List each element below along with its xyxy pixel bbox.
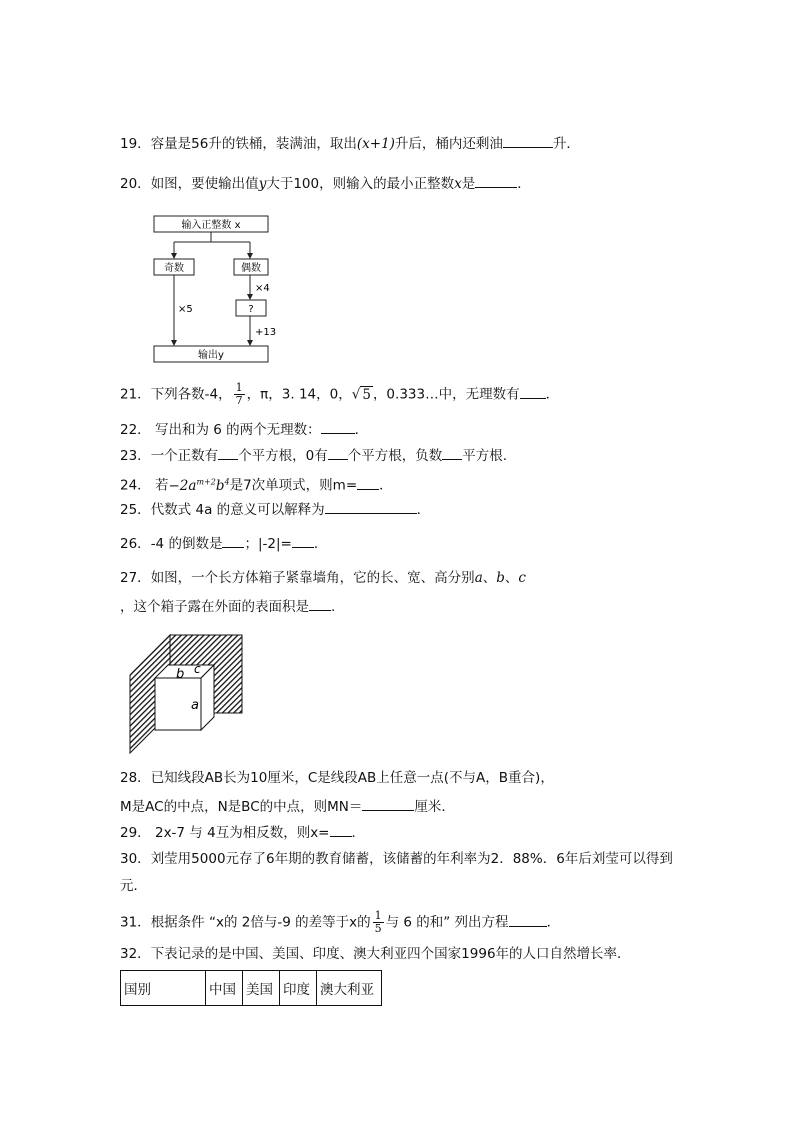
question-24: 24． 若$-2a^{m+2}b^4$是7次单项式，则m= ．	[120, 472, 393, 496]
fraction: $\frac{1}{7}$	[235, 381, 243, 407]
question-27-line2: ，这个箱子露在外面的表面积是 .	[120, 596, 335, 617]
answer-blank[interactable]	[325, 499, 417, 514]
answer-blank[interactable]	[503, 133, 553, 148]
question-23: 23．一个正数有 个平方根，0有 个平方根，负数 平方根.	[120, 445, 507, 466]
flowchart-figure	[146, 211, 276, 367]
question-number: 32．	[120, 946, 151, 962]
question-number: 31．	[120, 914, 151, 931]
answer-blank[interactable]	[292, 533, 314, 548]
question-29: 29． 2x-7 与 4互为相反数，则x= ．	[120, 822, 365, 843]
question-number: 19．	[120, 136, 151, 152]
question-27: 27．如图，一个长方体箱子紧靠墙角，它的长、宽、高分别a、b、c	[120, 570, 526, 586]
question-30-line2: 元．	[120, 878, 147, 894]
question-number: 22．	[120, 422, 151, 438]
question-26: 26．-4 的倒数是 ；|-2|= ．	[120, 533, 327, 554]
table-header-cell: 国别	[121, 971, 206, 1006]
table-header-cell: 中国	[206, 971, 243, 1006]
question-30: 30．刘莹用5000元存了6年期的教育储蓄，该储蓄的年利率为2．88%．6年后刘莹可以得到	[120, 851, 673, 867]
question-32: 32．下表记录的是中国、美国、印度、澳大利亚四个国家1996年的人口自然增长率．	[120, 946, 631, 962]
question-19: 19．容量是56升的铁桶，装满油，取出(x+1)升后，桶内还剩油 升．	[120, 133, 580, 154]
answer-blank[interactable]	[357, 475, 379, 490]
input-label: 输入正整数 x	[181, 220, 241, 231]
question-number: 24．	[120, 477, 151, 494]
even-label: 偶数	[241, 263, 261, 274]
answer-blank[interactable]	[442, 445, 462, 460]
question-number: 28．	[120, 770, 151, 786]
question-number: 23．	[120, 448, 151, 464]
table-row	[121, 971, 382, 1006]
table-header-cell: 美国	[243, 971, 280, 1006]
output-label: 输出y	[198, 350, 224, 361]
label-c: c	[194, 662, 201, 676]
label-b: b	[176, 667, 185, 682]
question-number: 29．	[120, 825, 151, 841]
label-a: a	[191, 698, 199, 713]
odd-label: 奇数	[164, 263, 184, 274]
math-expression: $-2a^{m+2}b^4$	[168, 477, 230, 494]
square-root: √ 5	[351, 386, 371, 403]
times5-label: ×5	[178, 304, 193, 315]
question-28: 28．已知线段AB长为10厘米，C是线段AB上任意一点(不与A，B重合)，	[120, 770, 554, 786]
answer-blank[interactable]	[362, 796, 414, 811]
question-28-line2: M是AC的中点，N是BC的中点，则MN＝ 厘米．	[120, 796, 455, 817]
unknown-label: ?	[248, 304, 254, 315]
answer-blank[interactable]	[309, 596, 331, 611]
answer-blank[interactable]	[475, 173, 517, 188]
answer-blank[interactable]	[218, 445, 238, 460]
question-20: 20．如图，要使输出值y大于100，则输入的最小正整数x是 ．	[120, 173, 531, 194]
question-21: 21．下列各数-4， $\frac{1}{7}$ ，π，3. 14，0，√ 5 ，0.333…中，无理数有 ．	[120, 381, 560, 407]
box-corner-figure	[126, 633, 246, 757]
question-22: 22． 写出和为 6 的两个无理数： ．	[120, 419, 368, 440]
answer-blank[interactable]	[330, 822, 352, 837]
question-number: 26．	[120, 536, 151, 552]
question-number: 21．	[120, 386, 151, 403]
answer-blank[interactable]	[520, 384, 546, 399]
question-31: 31．根据条件 “x的 2倍与-9 的差等于x的 $\frac{1}{5}$ 与 6 的和” 列出方程 ．	[120, 909, 561, 935]
population-table	[120, 970, 382, 1006]
fraction: $\frac{1}{5}$	[374, 909, 382, 935]
times4-label: ×4	[255, 283, 270, 294]
question-number: 25．	[120, 502, 151, 518]
math-expression: (x+1)	[356, 136, 395, 152]
table-header-cell: 澳大利亚	[317, 971, 382, 1006]
question-number: 30．	[120, 851, 151, 867]
table-header-cell: 印度	[280, 971, 317, 1006]
answer-blank[interactable]	[328, 445, 348, 460]
plus13-label: +13	[255, 327, 276, 338]
answer-blank[interactable]	[509, 912, 547, 927]
answer-blank[interactable]	[321, 419, 355, 434]
question-number: 27．	[120, 570, 151, 586]
question-number: 20．	[120, 176, 151, 192]
answer-blank[interactable]	[222, 533, 244, 548]
question-25: 25．代数式 4a 的意义可以解释为 ．	[120, 499, 430, 520]
